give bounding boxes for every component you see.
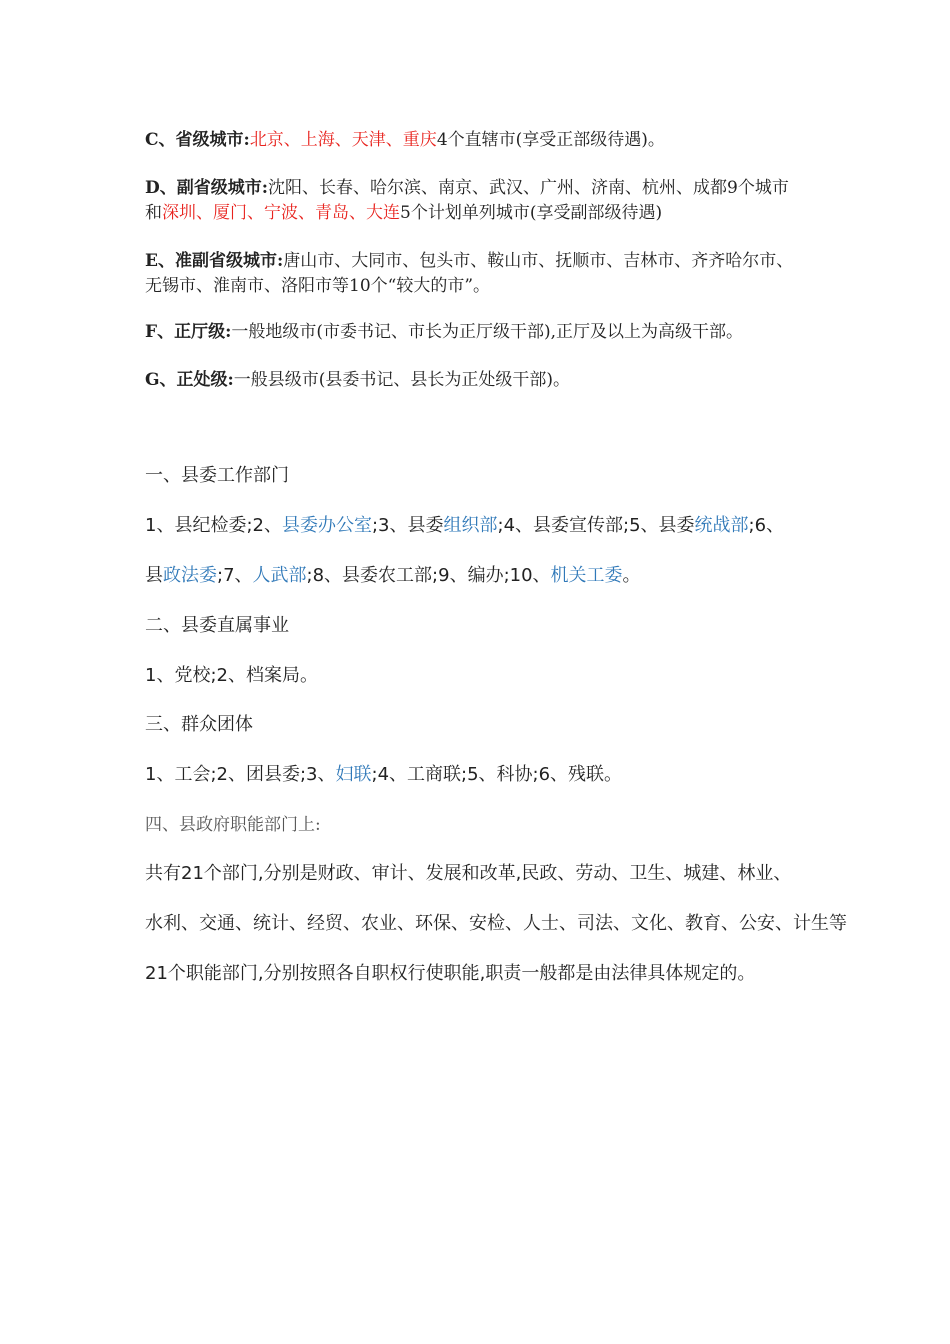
item-c-text: 4个直辖市(享受正部级待遇)。 [436,130,665,150]
section-3-heading: 三、群众团体 [145,714,253,735]
text-run: 。 [622,565,641,586]
item-g-text: 一般县级市(县委书记、县长为正处级干部)。 [233,370,571,390]
section-2-line1: 1、党校;2、档案局。 [145,665,318,686]
text-run: ;4、工商联;5、科协;6、残联。 [371,764,623,785]
item-d-line1 [145,173,789,198]
section-4-line2: 水利、交通、统计、经贸、农业、环保、安检、人士、司法、文化、教育、公安、计生等 [145,913,847,934]
item-f-text: 一般地级市(市委书记、市长为正厅级干部),正厅及以上为高级干部。 [231,322,744,342]
item-e-line1 [145,246,793,271]
item-d-prefix: 和 [145,203,162,223]
item-e-line2-text: 无锡市、淮南市、洛阳市等10个“较大的市”。 [145,276,491,296]
item-c [145,125,665,150]
item-g-label: G、正处级: [145,370,234,390]
item-g [145,365,570,390]
text-run: ;3、县委 [371,515,444,536]
text-run: ;6、 [748,515,785,536]
link-county-office[interactable]: 县委办公室 [281,515,372,536]
section-4-line3: 21个职能部门,分别按照各自职权行使职能,职责一般都是由法律具体规定的。 [145,963,756,984]
link-united-front-dept[interactable]: 统战部 [694,515,749,536]
item-d-text: 沈阳、长春、哈尔滨、南京、武汉、广州、济南、杭州、成都9个城市 [268,178,789,198]
item-e-label: E、准副省级城市: [145,251,284,271]
text-run: ;8、县委农工部;9、编办;10、 [306,565,551,586]
text-run: 1、县纪检委;2、 [145,515,282,536]
section-4-heading: 四、县政府职能部门上: [145,815,321,835]
section-1-heading: 一、县委工作部门 [145,465,289,486]
item-d-rest: 5个计划单列城市(享受副部级待遇) [400,203,663,223]
text-run: ;7、 [217,565,253,586]
link-organ-work-committee[interactable]: 机关工委 [550,565,623,586]
text-run: ;4、县委宣传部;5、县委 [497,515,695,536]
item-c-label: C、省级城市: [145,130,250,150]
section-4-line1: 共有21个部门,分别是财政、审计、发展和改革,民政、劳动、卫生、城建、林业、 [145,863,792,884]
text-run: 1、工会;2、团县委;3、 [145,764,336,785]
section-2-heading: 二、县委直属事业 [145,615,289,636]
item-d-line2 [145,198,662,223]
text-run: 县 [145,565,163,586]
section-1-line1 [145,511,784,537]
link-political-legal-committee[interactable]: 政法委 [163,565,217,586]
item-e-line2 [145,271,490,296]
item-d-label: D、副省级城市: [145,178,269,198]
item-f-label: F、正厅级: [145,322,232,342]
item-f [145,317,743,342]
link-organization-dept[interactable]: 组织部 [443,515,498,536]
item-d-cities: 深圳、厦门、宁波、青岛、大连 [162,203,400,223]
link-womens-federation[interactable]: 妇联 [335,764,372,785]
item-c-cities: 北京、上海、天津、重庆 [249,130,437,150]
item-e-text: 唐山市、大同市、包头市、鞍山市、抚顺市、吉林市、齐齐哈尔市、 [283,251,794,271]
section-1-line2 [145,561,641,587]
section-3-line1 [145,760,622,786]
link-armed-forces-dept[interactable]: 人武部 [252,565,307,586]
